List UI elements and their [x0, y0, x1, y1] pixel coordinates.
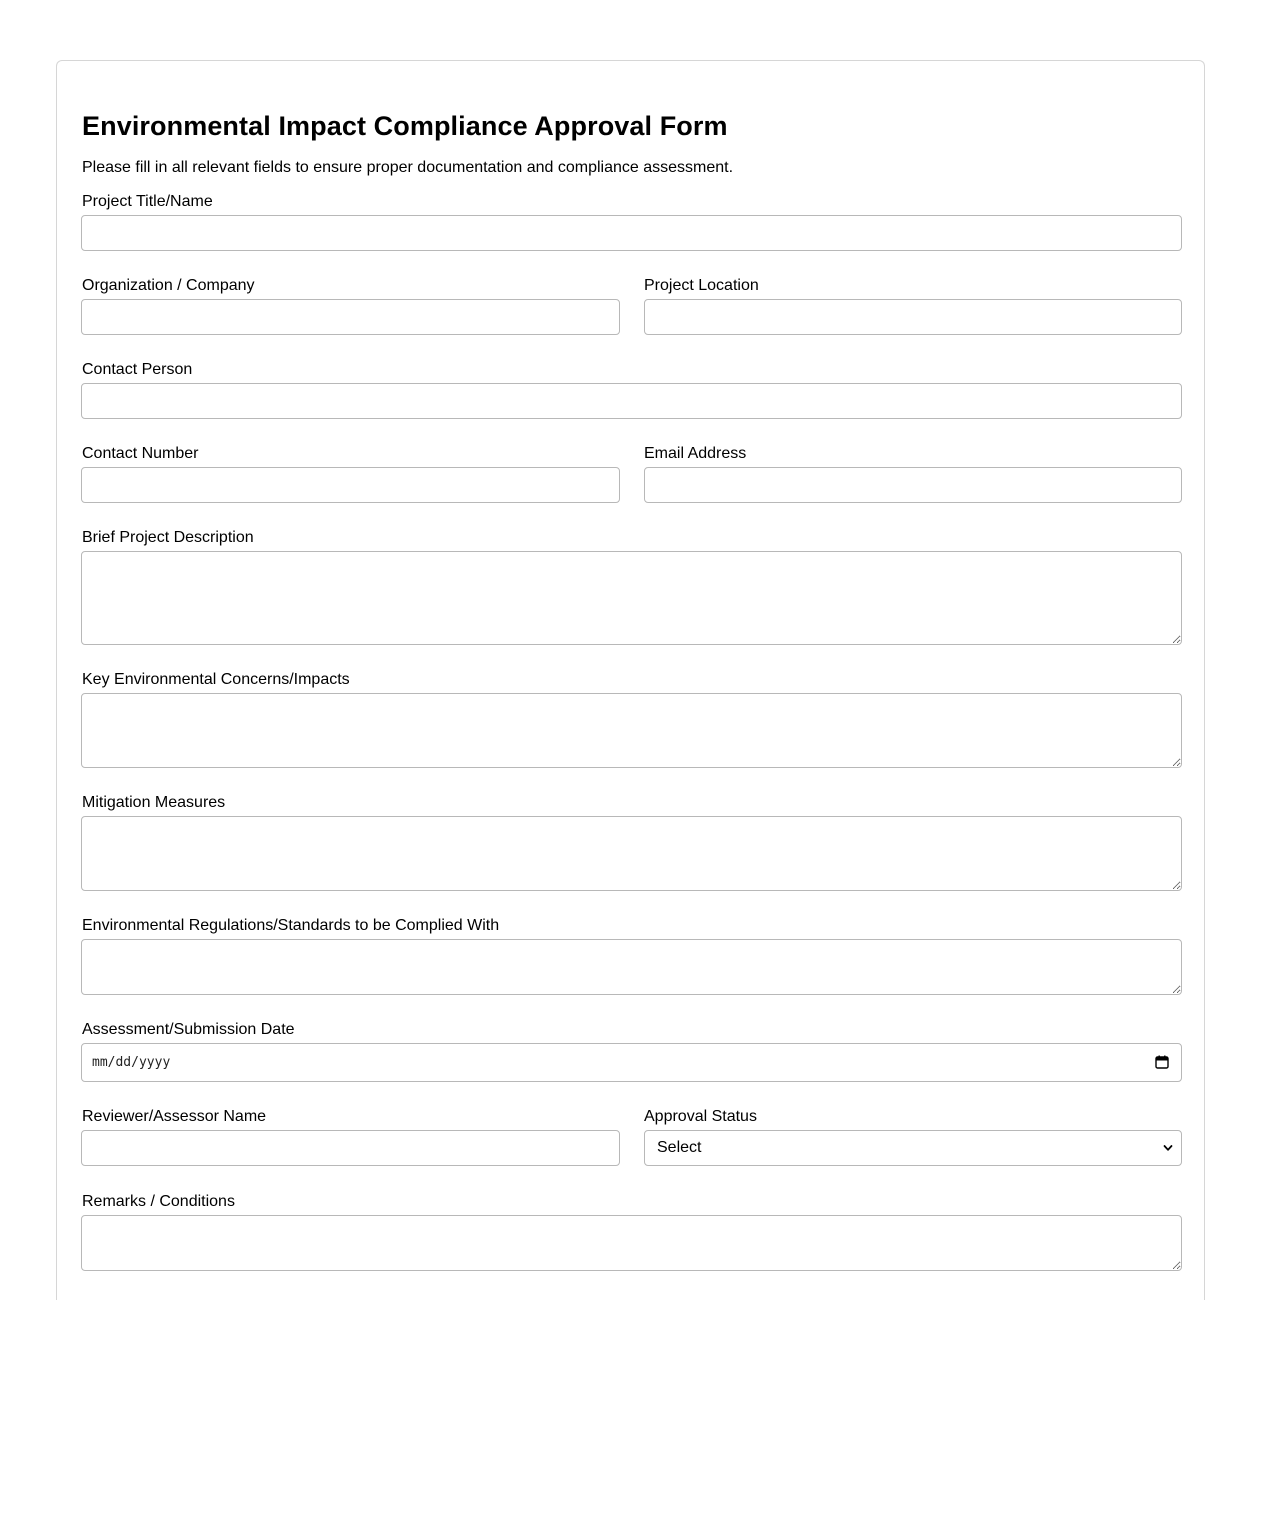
project-title-input[interactable] — [81, 215, 1182, 251]
date-placeholder: mm/dd/yyyy — [92, 1055, 171, 1070]
contact-number-input[interactable] — [81, 467, 620, 503]
approval-status-select[interactable] — [644, 1130, 1182, 1166]
contact-person-input[interactable] — [81, 383, 1182, 419]
calendar-icon[interactable] — [1155, 1055, 1169, 1069]
regulations-label: Environmental Regulations/Standards to be Complied With — [82, 917, 500, 934]
chevron-down-icon — [1163, 1143, 1173, 1153]
remarks-textarea[interactable] — [81, 1215, 1182, 1271]
environmental-concerns-label: Key Environmental Concerns/Impacts — [82, 671, 350, 688]
reviewer-name-label: Reviewer/Assessor Name — [82, 1108, 267, 1125]
organization-label: Organization / Company — [82, 277, 255, 294]
form-card — [56, 60, 1205, 1300]
email-address-input[interactable] — [644, 467, 1182, 503]
assessment-date-label: Assessment/Submission Date — [82, 1021, 295, 1038]
approval-status-label: Approval Status — [644, 1108, 757, 1125]
project-location-label: Project Location — [644, 277, 759, 294]
approval-status-selected: Select — [657, 1139, 702, 1156]
contact-number-label: Contact Number — [82, 445, 199, 462]
project-title-label: Project Title/Name — [82, 193, 213, 210]
reviewer-name-input[interactable] — [81, 1130, 620, 1166]
email-address-label: Email Address — [644, 445, 747, 462]
form-subtitle: Please fill in all relevant fields to ensure proper documentation and compliance assessment. — [82, 159, 734, 176]
project-description-label: Brief Project Description — [82, 529, 254, 546]
project-location-input[interactable] — [644, 299, 1182, 335]
remarks-label: Remarks / Conditions — [82, 1193, 235, 1210]
project-description-textarea[interactable] — [81, 551, 1182, 645]
environmental-concerns-textarea[interactable] — [81, 693, 1182, 768]
contact-person-label: Contact Person — [82, 361, 193, 378]
assessment-date-input[interactable] — [81, 1043, 1182, 1082]
mitigation-measures-label: Mitigation Measures — [82, 794, 226, 811]
mitigation-measures-textarea[interactable] — [81, 816, 1182, 891]
form-title: Environmental Impact Compliance Approval Form — [82, 111, 728, 141]
regulations-textarea[interactable] — [81, 939, 1182, 995]
organization-input[interactable] — [81, 299, 620, 335]
